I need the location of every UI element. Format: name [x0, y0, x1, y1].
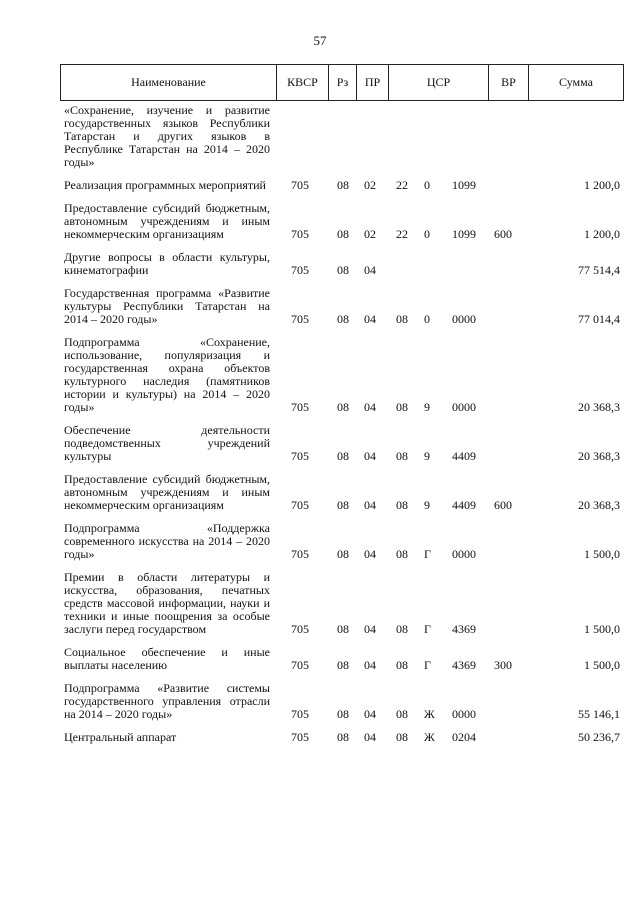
- row-rz: 08: [337, 498, 349, 512]
- row-csr-code: 4409: [452, 449, 476, 463]
- row-csr-program: 08: [396, 622, 408, 636]
- header-sum: Сумма: [559, 75, 593, 89]
- row-name: Премии в области литературы и искусства, образования, печатных средств массовой информации, науки и техники и иные поощрения за особые заслуги перед государством: [64, 570, 270, 636]
- row-name: Другие вопросы в области культуры, кинематографии: [64, 250, 270, 277]
- row-csr-code: 0000: [452, 547, 476, 561]
- header-pr: ПР: [357, 65, 389, 100]
- row-csr-subprogram: Ж: [424, 730, 435, 744]
- row-csr-program: 08: [396, 449, 408, 463]
- row-csr-subprogram: Г: [424, 547, 431, 561]
- row-vr: 300: [494, 658, 512, 672]
- table-row: [0, 424, 640, 463]
- row-csr-code: 0000: [452, 400, 476, 414]
- row-pr: 04: [364, 658, 376, 672]
- row-csr-subprogram: 9: [424, 400, 430, 414]
- table-row: [0, 179, 640, 192]
- row-pr: 02: [364, 178, 376, 192]
- row-pr: 02: [364, 227, 376, 241]
- row-csr-code: 0000: [452, 312, 476, 326]
- row-rz: 08: [337, 263, 349, 277]
- row-kvsr: 705: [291, 498, 309, 512]
- row-csr-subprogram: Г: [424, 622, 431, 636]
- row-name: Государственная программа «Развитие культуры Республики Татарстан на 2014 – 2020 годы»: [64, 286, 270, 326]
- row-rz: 08: [337, 312, 349, 326]
- row-pr: 04: [364, 449, 376, 463]
- row-csr-program: 08: [396, 730, 408, 744]
- table-row: [0, 473, 640, 512]
- row-csr-program: 08: [396, 498, 408, 512]
- row-csr-code: 4369: [452, 622, 476, 636]
- row-csr-subprogram: 0: [424, 227, 430, 241]
- row-name: Подпрограмма «Развитие системы государственного управления отрасли на 2014 – 2020 годы»: [64, 681, 270, 721]
- row-csr-program: 08: [396, 658, 408, 672]
- row-rz: 08: [337, 449, 349, 463]
- row-csr-subprogram: Г: [424, 658, 431, 672]
- table-body: [0, 104, 640, 754]
- table-row: [0, 251, 640, 277]
- row-name: Подпрограмма «Сохранение, использование, популяризация и государственная охрана объектов культурного наследия (памятников истории и культуры) на 2014 – 2020 годы»: [64, 335, 270, 414]
- row-kvsr: 705: [291, 263, 309, 277]
- row-pr: 04: [364, 547, 376, 561]
- row-sum: 1 200,0: [584, 178, 620, 192]
- table-row: [0, 522, 640, 561]
- row-kvsr: 705: [291, 707, 309, 721]
- row-rz: 08: [337, 707, 349, 721]
- row-rz: 08: [337, 658, 349, 672]
- row-csr-program: 22: [396, 227, 408, 241]
- row-csr-subprogram: 9: [424, 498, 430, 512]
- row-rz: 08: [337, 227, 349, 241]
- row-sum: 1 500,0: [584, 658, 620, 672]
- row-sum: 77 514,4: [578, 263, 620, 277]
- row-sum: 1 200,0: [584, 227, 620, 241]
- header-kvsr: КВСР: [277, 65, 329, 100]
- row-sum: 55 146,1: [578, 707, 620, 721]
- page-number: 57: [313, 33, 327, 48]
- row-kvsr: 705: [291, 178, 309, 192]
- row-csr-code: 4409: [452, 498, 476, 512]
- table-header: [60, 64, 624, 101]
- header-rz: Рз: [329, 65, 357, 100]
- row-pr: 04: [364, 312, 376, 326]
- row-sum: 77 014,4: [578, 312, 620, 326]
- row-rz: 08: [337, 400, 349, 414]
- row-name: «Сохранение, изучение и развитие государственных языков Республики Татарстан и других языков в Республике Татарстан на 2014 – 2020 годы»: [64, 103, 270, 169]
- row-kvsr: 705: [291, 449, 309, 463]
- row-pr: 04: [364, 707, 376, 721]
- table-row: [0, 202, 640, 241]
- table-row: [0, 104, 640, 169]
- row-csr-subprogram: Ж: [424, 707, 435, 721]
- row-csr-program: 08: [396, 547, 408, 561]
- row-kvsr: 705: [291, 227, 309, 241]
- table-row: [0, 336, 640, 414]
- row-sum: 50 236,7: [578, 730, 620, 744]
- row-pr: 04: [364, 622, 376, 636]
- row-sum: 1 500,0: [584, 547, 620, 561]
- row-csr-subprogram: 0: [424, 312, 430, 326]
- row-name: Подпрограмма «Поддержка современного искусства на 2014 – 2020 годы»: [64, 521, 270, 561]
- row-pr: 04: [364, 400, 376, 414]
- row-sum: 20 368,3: [578, 400, 620, 414]
- table-row: [0, 682, 640, 721]
- row-name: Предоставление субсидий бюджетным, автономным учреждениям и иным некоммерческим организациям: [64, 201, 270, 241]
- table-row: [0, 731, 640, 744]
- table-row: [0, 287, 640, 326]
- row-pr: 04: [364, 498, 376, 512]
- row-csr-subprogram: 9: [424, 449, 430, 463]
- row-kvsr: 705: [291, 658, 309, 672]
- table-row: [0, 571, 640, 636]
- row-csr-program: 08: [396, 707, 408, 721]
- row-name: Предоставление субсидий бюджетным, автономным учреждениям и иным некоммерческим организациям: [64, 472, 270, 512]
- row-sum: 20 368,3: [578, 498, 620, 512]
- row-rz: 08: [337, 622, 349, 636]
- row-csr-program: 22: [396, 178, 408, 192]
- row-rz: 08: [337, 730, 349, 744]
- header-csr: ЦСР: [389, 65, 489, 100]
- row-rz: 08: [337, 178, 349, 192]
- row-name: Реализация программных мероприятий: [64, 178, 266, 192]
- row-kvsr: 705: [291, 730, 309, 744]
- row-csr-code: 4369: [452, 658, 476, 672]
- row-vr: 600: [494, 498, 512, 512]
- row-csr-code: 1099: [452, 178, 476, 192]
- row-kvsr: 705: [291, 622, 309, 636]
- row-csr-subprogram: 0: [424, 178, 430, 192]
- row-sum: 20 368,3: [578, 449, 620, 463]
- row-csr-code: 0204: [452, 730, 476, 744]
- row-sum: 1 500,0: [584, 622, 620, 636]
- header-name: Наименование: [61, 65, 277, 100]
- table-row: [0, 646, 640, 672]
- row-name: Социальное обеспечение и иные выплаты населению: [64, 645, 270, 672]
- row-pr: 04: [364, 730, 376, 744]
- row-rz: 08: [337, 547, 349, 561]
- header-vr: ВР: [489, 65, 529, 100]
- row-csr-code: 0000: [452, 707, 476, 721]
- row-csr-program: 08: [396, 400, 408, 414]
- row-name: Обеспечение деятельности подведомственных учреждений культуры: [64, 423, 270, 463]
- row-kvsr: 705: [291, 547, 309, 561]
- row-csr-code: 1099: [452, 227, 476, 241]
- row-csr-program: 08: [396, 312, 408, 326]
- row-vr: 600: [494, 227, 512, 241]
- row-kvsr: 705: [291, 400, 309, 414]
- row-name: Центральный аппарат: [64, 730, 177, 744]
- row-pr: 04: [364, 263, 376, 277]
- row-kvsr: 705: [291, 312, 309, 326]
